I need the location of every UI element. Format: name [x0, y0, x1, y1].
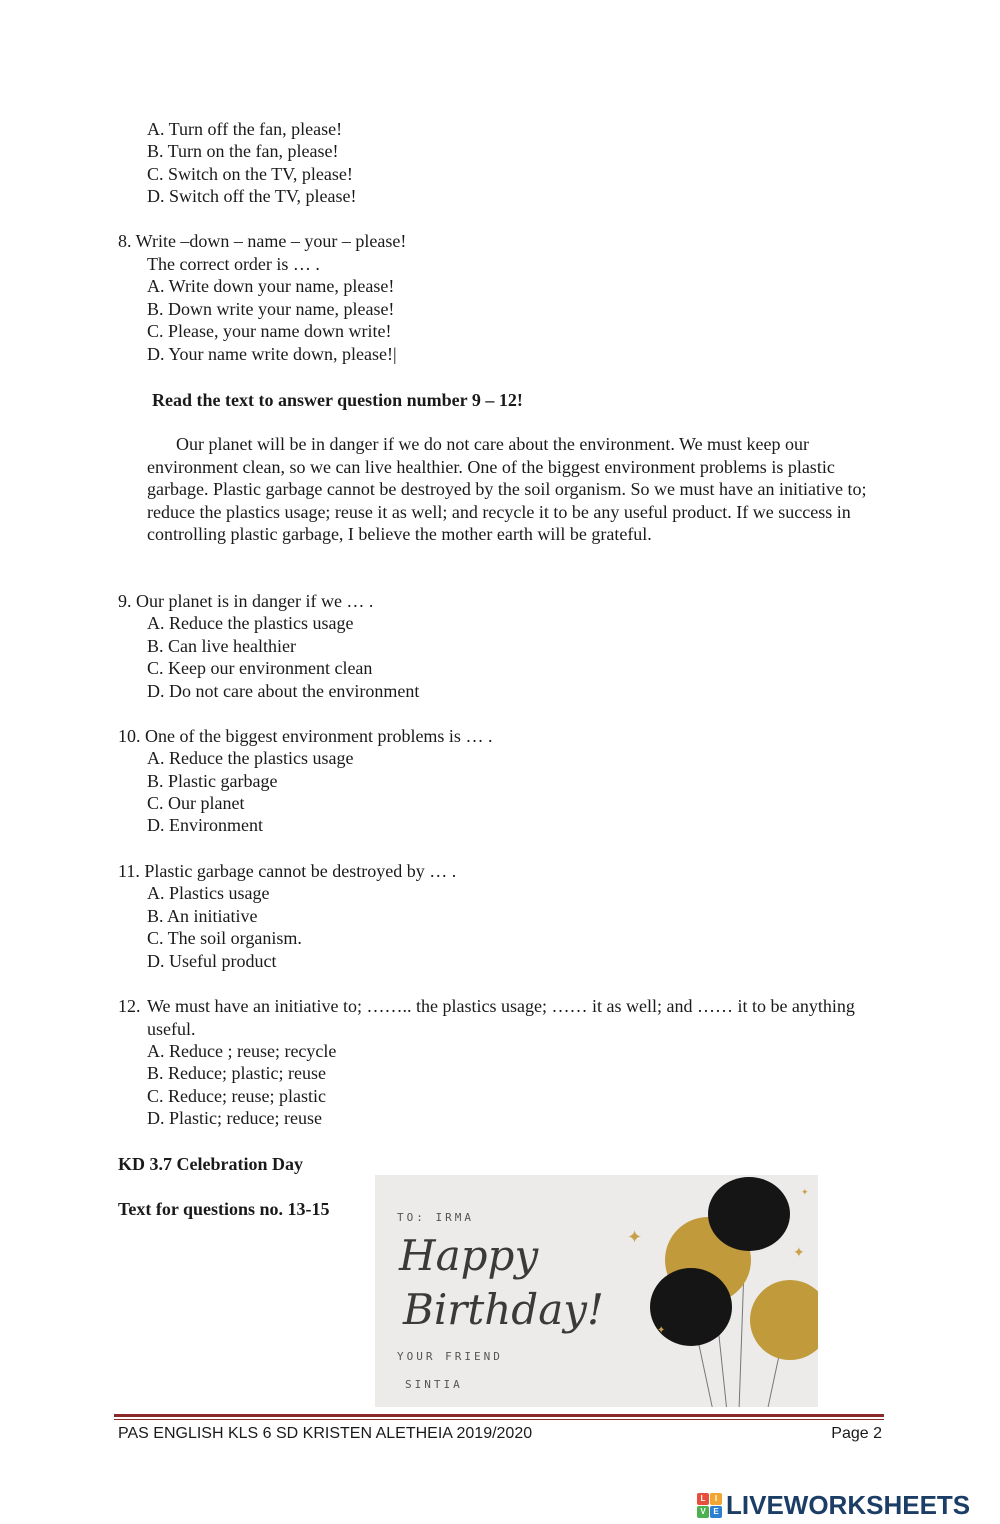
- text-for-questions: Text for questions no. 13-15: [118, 1199, 330, 1219]
- q11-option-d: D. Useful product: [147, 951, 277, 971]
- q8-option-b: B. Down write your name, please!: [147, 299, 395, 319]
- sparkle-icon: ✦: [657, 1325, 666, 1336]
- q9-option-b: B. Can live healthier: [147, 636, 296, 656]
- footer-rule: [114, 1414, 884, 1417]
- card-from-line-2: SINTIA: [405, 1378, 463, 1391]
- q8-stem-2: The correct order is … .: [147, 254, 320, 274]
- q9-option-d: D. Do not care about the environment: [147, 681, 420, 701]
- q12-option-d: D. Plastic; reduce; reuse: [147, 1108, 322, 1128]
- q9-stem: 9. Our planet is in danger if we … .: [118, 591, 374, 611]
- q8-option-a: A. Write down your name, please!: [147, 276, 395, 296]
- logo-letter: V: [697, 1506, 709, 1518]
- q10-option-b: B. Plastic garbage: [147, 771, 278, 791]
- kd-heading: KD 3.7 Celebration Day: [118, 1154, 303, 1174]
- q12-number: 12.: [118, 996, 141, 1016]
- card-birthday: Birthday!: [403, 1285, 604, 1334]
- logo-letter: I: [710, 1493, 722, 1505]
- q11-option-b: B. An initiative: [147, 906, 258, 926]
- q7-option-a: A. Turn off the fan, please!: [147, 119, 343, 139]
- q10-option-d: D. Environment: [147, 815, 263, 835]
- logo-letter: E: [710, 1506, 722, 1518]
- logo-letter: L: [697, 1493, 709, 1505]
- q8-option-d: D. Your name write down, please!|: [147, 344, 397, 364]
- liveworksheets-watermark: [697, 1490, 970, 1520]
- q10-option-c: C. Our planet: [147, 793, 245, 813]
- footer-rule-thin: [114, 1419, 884, 1420]
- footer-title: PAS ENGLISH KLS 6 SD KRISTEN ALETHEIA 2019/2020: [118, 1425, 533, 1442]
- gold-balloon: [750, 1280, 818, 1360]
- q8-stem: 8. Write –down – name – your – please!: [118, 231, 407, 251]
- liveworksheets-logo-icon: [697, 1493, 722, 1518]
- q12-option-c: C. Reduce; reuse; plastic: [147, 1086, 326, 1106]
- q7-option-d: D. Switch off the TV, please!: [147, 186, 357, 206]
- page-number: Page 2: [831, 1425, 882, 1442]
- liveworksheets-text: LIVEWORKSHEETS: [726, 1489, 971, 1520]
- sparkle-icon: ✦: [801, 1187, 809, 1197]
- q11-stem: 11. Plastic garbage cannot be destroyed by … .: [118, 861, 457, 881]
- reading-text: Our planet will be in danger if we do not care about the environment. We must keep our environment clean, so we can live healthier. One of the biggest environment problems is plastic garbage. Plastic garbage cannot be destroyed by the soil organism. So we must have an initiative to; reduce the plastics usage; reuse it as well; and recycle it to be any useful product. If we success in controlling plastic garbage, I believe the mother earth will be grateful.: [147, 434, 867, 545]
- card-to: TO: IRMA: [397, 1211, 474, 1224]
- q12-stem: We must have an initiative to; …….. the plastics usage; …… it as well; and …… it to be anything useful.: [147, 996, 855, 1039]
- q12-option-b: B. Reduce; plastic; reuse: [147, 1063, 326, 1083]
- q10-option-a: A. Reduce the plastics usage: [147, 748, 354, 768]
- card-from-line-1: YOUR FRIEND: [397, 1350, 503, 1363]
- sparkle-icon: ✦: [793, 1246, 805, 1261]
- q9-option-a: A. Reduce the plastics usage: [147, 613, 354, 633]
- birthday-card-image: [375, 1175, 818, 1407]
- q12-stem-block: [118, 995, 888, 1040]
- sparkle-icon: ✦: [627, 1227, 643, 1247]
- q10-stem: 10. One of the biggest environment problems is … .: [118, 726, 493, 746]
- card-happy: Happy: [399, 1231, 539, 1280]
- q11-option-c: C. The soil organism.: [147, 928, 302, 948]
- reading-heading: Read the text to answer question number 9 – 12!: [152, 390, 523, 410]
- q12-option-a: A. Reduce ; reuse; recycle: [147, 1041, 337, 1061]
- black-balloon: [708, 1177, 790, 1251]
- q11-option-a: A. Plastics usage: [147, 883, 270, 903]
- q7-option-c: C. Switch on the TV, please!: [147, 164, 353, 184]
- q9-option-c: C. Keep our environment clean: [147, 658, 373, 678]
- q8-option-c: C. Please, your name down write!: [147, 321, 392, 341]
- q7-option-b: B. Turn on the fan, please!: [147, 141, 339, 161]
